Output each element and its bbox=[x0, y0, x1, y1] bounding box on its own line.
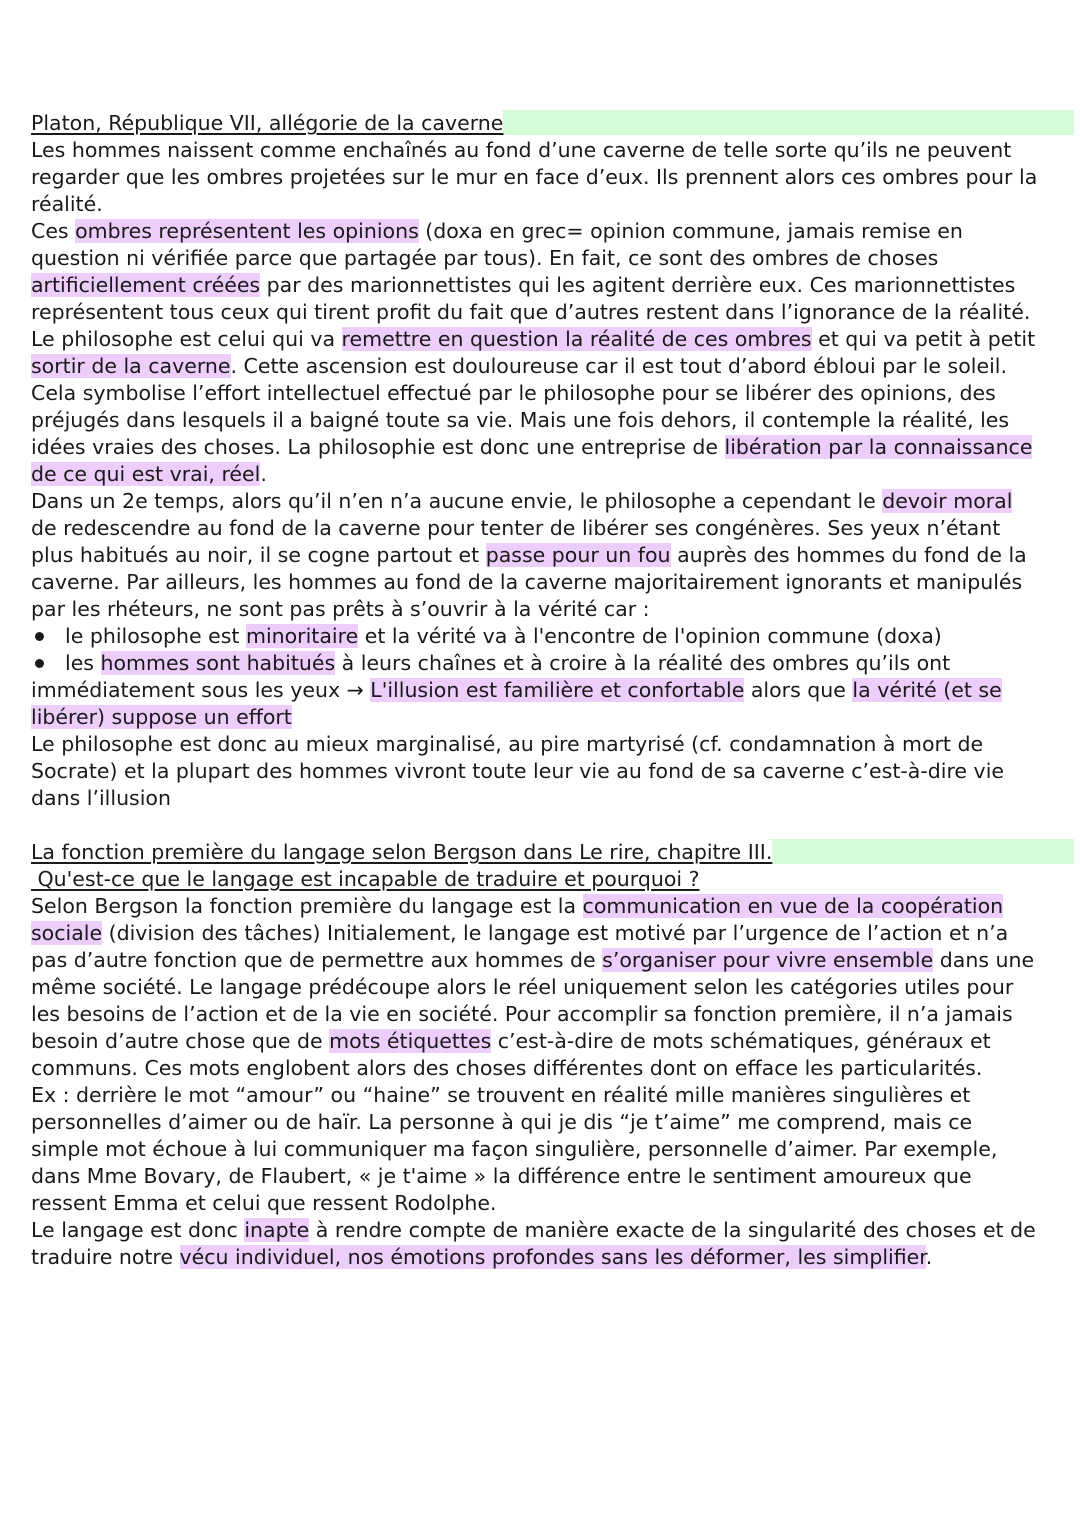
paragraph: Le philosophe est donc au mieux marginalisé, au pire martyrisé (cf. condamnation à mort de Socrate) et la plupart des hommes vivront toute leur vie au fond de sa caverne c’est-à-dire vie dans l’illusion bbox=[31, 732, 1004, 810]
highlight: hommes sont habitués bbox=[100, 651, 336, 675]
section-caverne bbox=[31, 110, 1041, 812]
paragraph: Ex : derrière le mot “amour” ou “haine” se trouvent en réalité mille manières singulières et personnelles d’aimer ou de haïr. La personne à qui je dis “je t’aime” me comprend, mais ce simple mot échoue à lui communiquer ma façon singulière, personnelle d’aimer. Par exemple, dans Mme Bovary, de Flaubert, « je t'aime » la différence entre le sentiment amoureux que ressent Emma et celui que ressent Rodolphe. bbox=[31, 1083, 998, 1215]
section-title: La fonction première du langage selon Bergson dans Le rire, chapitre III. bbox=[31, 840, 773, 864]
paragraph: Le philosophe est celui qui va remettre en question la réalité de ces ombres et qui va petit à petit sortir de la caverne. Cette ascension est douloureuse car il est tout d’abord ébloui par le soleil. Cela symbolise l’effort intellectuel effectué par le philosophe pour se libérer des opinions, des préjugés dans lesquels il a baigné toute sa vie. Mais une fois dehors, il contemple la réalité, les idées vraies des choses. La philosophie est donc une entreprise de libération par la connaissance de ce qui est vrai, réel. bbox=[31, 327, 1036, 486]
highlight: ombres représentent les opinions bbox=[75, 219, 419, 243]
paragraph: Le langage est donc inapte à rendre compte de manière exacte de la singularité des choses et de traduire notre vécu individuel, nos émotions profondes sans les déformer, les simplifier. bbox=[31, 1218, 1036, 1269]
section-title: Platon, République VII, allégorie de la caverne bbox=[31, 111, 504, 135]
highlight: artificiellement créées bbox=[31, 273, 261, 297]
paragraph: Les hommes naissent comme enchaînés au fond d’une caverne de telle sorte qu’ils ne peuvent regarder que les ombres projetées sur le mur en face d’eux. Ils prennent alors ces ombres pour la réalité. bbox=[31, 138, 1038, 216]
paragraph: Dans un 2e temps, alors qu’il n’en n’a aucune envie, le philosophe a cependant le devoir moral de redescendre au fond de la caverne pour tenter de libérer ses congénères. Ses yeux n’étant plus habitués au noir, il se cogne partout et passe pour un fou auprès des hommes du fond de la caverne. Par ailleurs, les hommes au fond de la caverne majoritairement ignorants et manipulés par les rhéteurs, ne sont pas prêts à s’ouvrir à la vérité car : bbox=[31, 489, 1027, 621]
section-subtitle: Qu'est-ce que le langage est incapable de traduire et pourquoi ? bbox=[31, 867, 700, 891]
highlight: L'illusion est familière et confortable bbox=[370, 678, 745, 702]
highlight: libération par la connaissance de ce qui est vrai, réel bbox=[31, 435, 1033, 486]
highlight: la vérité (et se libérer) suppose un effort bbox=[31, 678, 1002, 729]
section-bergson bbox=[31, 839, 1041, 1271]
highlight: remettre en question la réalité de ces ombres bbox=[341, 327, 812, 351]
list-item-continuation: immédiatement sous les yeux → L'illusion est familière et confortable alors que la vérité (et se libérer) suppose un effort bbox=[31, 678, 1002, 729]
highlight: inapte bbox=[244, 1218, 310, 1242]
document-page bbox=[31, 110, 1041, 1271]
list-item: le philosophe est minoritaire et la vérité va à l'encontre de l'opinion commune (doxa) bbox=[31, 623, 1041, 650]
highlight: passe pour un fou bbox=[485, 543, 671, 567]
title-highlight-band bbox=[769, 839, 1074, 864]
highlight: communication en vue de la coopération sociale bbox=[31, 894, 1004, 945]
paragraph: Selon Bergson la fonction première du langage est la communication en vue de la coopération sociale (division des tâches) Initialement, le langage est motivé par l’urgence de l’action et n’a pas d’autre fonction que de permettre aux hommes de s’organiser pour vivre ensemble dans une même société. Le langage prédécoupe alors le réel uniquement selon les catégories utiles pour les besoins de l’action et de la vie en société. Pour accomplir sa fonction première, il n’a jamais besoin d’autre chose que de mots étiquettes c’est-à-dire de mots schématiques, généraux et communs. Ces mots englobent alors des choses différentes dont on efface les particularités. bbox=[31, 894, 1035, 1080]
highlight: sortir de la caverne bbox=[31, 354, 231, 378]
highlight: devoir moral bbox=[882, 489, 1013, 513]
highlight: minoritaire bbox=[245, 624, 359, 648]
highlight: mots étiquettes bbox=[329, 1029, 492, 1053]
section-title-row bbox=[31, 110, 1041, 137]
bullet-list bbox=[31, 623, 1041, 731]
paragraph: Ces ombres représentent les opinions (doxa en grec= opinion commune, jamais remise en question ni vérifiée parce que partagée par tous). En fait, ce sont des ombres de choses artificiellement créées par des marionnettistes qui les agitent derrière eux. Ces marionnettistes représentent tous ceux qui tirent profit du fait que d’autres restent dans l’ignorance de la réalité. bbox=[31, 219, 1031, 324]
title-highlight-band bbox=[501, 110, 1074, 135]
highlight: s’organiser pour vivre ensemble bbox=[602, 948, 934, 972]
section-title-row bbox=[31, 839, 1041, 866]
highlight: vécu individuel, nos émotions profondes sans les déformer, les simplifier bbox=[179, 1245, 926, 1269]
list-item: les hommes sont habitués à leurs chaînes et à croire à la réalité des ombres qu’ils ont bbox=[31, 650, 1041, 677]
